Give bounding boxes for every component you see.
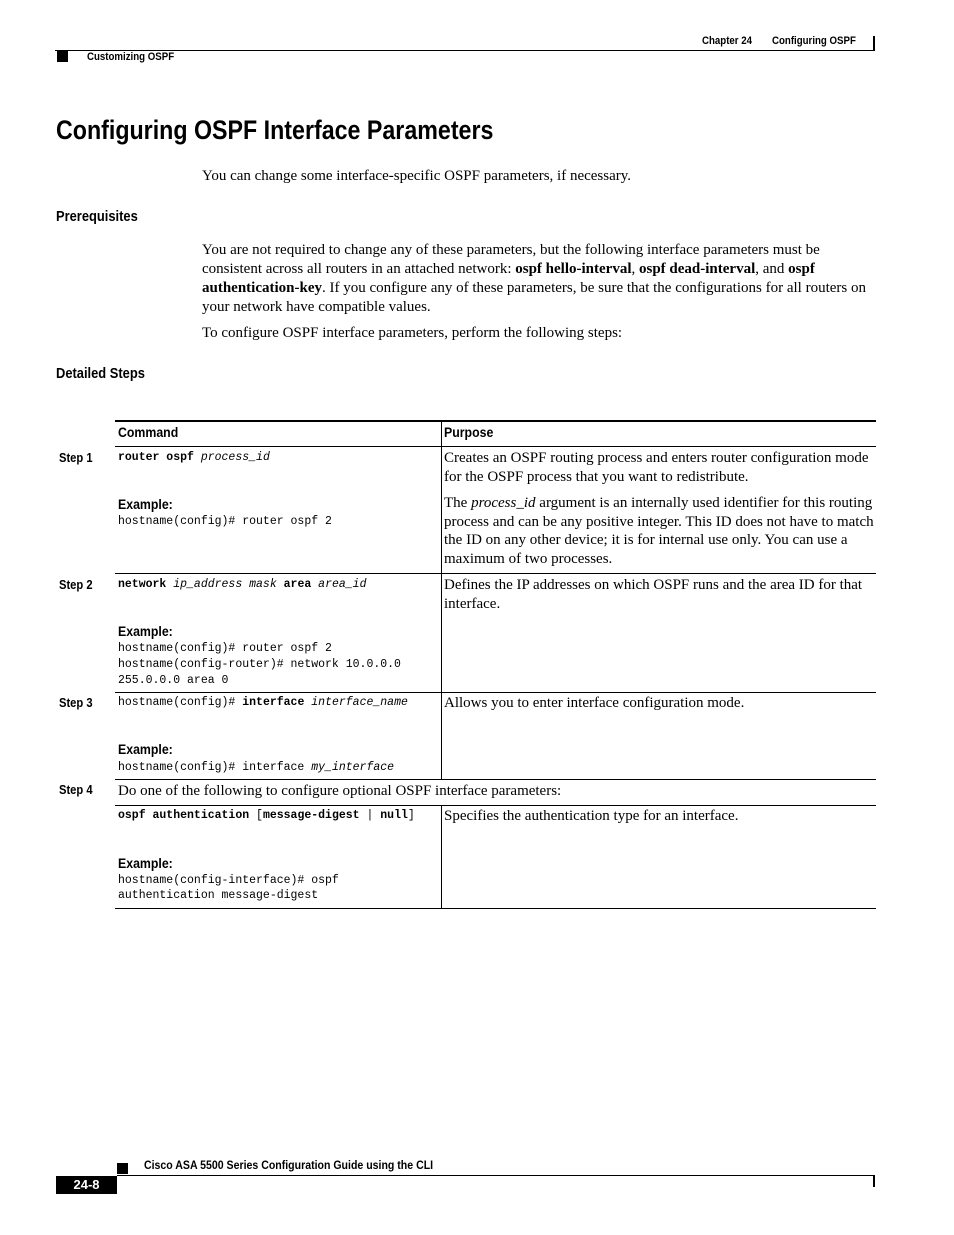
- table-header-rule: [115, 446, 876, 447]
- step-example: hostname(config)# router ospf 2: [118, 642, 332, 655]
- table-row-rule: [115, 805, 876, 806]
- step-example: 255.0.0.0 area 0: [118, 674, 229, 687]
- step-label: Step 2: [59, 577, 93, 592]
- step-command: network ip_address mask area area_id: [118, 578, 367, 591]
- page-title: Configuring OSPF Interface Parameters: [56, 115, 494, 145]
- header-bar: [873, 36, 875, 50]
- step-command: router ospf process_id: [118, 451, 270, 464]
- step-example: hostname(config-interface)# ospf: [118, 874, 339, 887]
- page-number: 24-8: [56, 1176, 117, 1194]
- example-label: Example:: [118, 855, 173, 871]
- step-command: ospf authentication [message-digest | null]: [118, 809, 415, 822]
- column-header-purpose: Purpose: [444, 424, 494, 440]
- step-purpose: Allows you to enter interface configuration mode.: [444, 695, 745, 711]
- header-section: Customizing OSPF: [87, 51, 175, 63]
- step-purpose: Defines the IP addresses on which OSPF runs and the area ID for that interface.: [444, 577, 863, 612]
- table-row-rule: [115, 692, 876, 693]
- step-purpose: Creates an OSPF routing process and enters router configuration mode for the OSPF process that you want to redistribute.: [444, 450, 869, 485]
- step-label: Step 3: [59, 695, 93, 710]
- step-example: authentication message-digest: [118, 889, 319, 902]
- example-label: Example:: [118, 741, 173, 757]
- table-column-rule: [441, 806, 442, 908]
- prerequisites-heading: Prerequisites: [56, 208, 138, 225]
- step-example: hostname(config-router)# network 10.0.0.0: [118, 658, 401, 671]
- step-command: hostname(config)# interface interface_name: [118, 696, 408, 709]
- column-header-command: Command: [118, 424, 179, 440]
- table-column-rule: [441, 422, 442, 779]
- table-bottom-rule: [115, 908, 876, 909]
- intro-paragraph: You can change some interface-specific OSPF parameters, if necessary.: [202, 168, 632, 184]
- step-example: hostname(config)# router ospf 2: [118, 515, 332, 528]
- detailed-steps-heading: Detailed Steps: [56, 365, 145, 382]
- footer-book-title: Cisco ASA 5500 Series Configuration Guide using the CLI: [144, 1158, 434, 1172]
- step-example: hostname(config)# interface my_interface: [118, 761, 395, 774]
- header-chapter-title: Configuring OSPF: [772, 35, 856, 47]
- example-label: Example:: [118, 623, 173, 639]
- prerequisites-paragraph: You are not required to change any of these parameters, but the following interface parameters must be consistent across all routers in an attached network: ospf hello-interval, ospf dead-interval, and ospf authentication-key. If you configure any of these parameters, be sure that the configurations for all routers on your network have compatible values.: [202, 242, 866, 315]
- footer-square: [117, 1163, 128, 1174]
- step-intro: Do one of the following to configure optional OSPF interface parameters:: [118, 783, 562, 799]
- step-purpose: Specifies the authentication type for an interface.: [444, 808, 739, 824]
- footer-rule: [117, 1175, 875, 1176]
- header-chapter: Chapter 24: [702, 35, 753, 47]
- step-label: Step 1: [59, 450, 93, 465]
- example-label: Example:: [118, 496, 173, 512]
- table-top-rule: [115, 420, 876, 422]
- header-rule: [55, 50, 875, 51]
- table-row-rule: [115, 573, 876, 574]
- table-row-rule: [115, 779, 876, 780]
- step-purpose-detail: The process_id argument is an internally used identifier for this routing process and can be any positive integer. This ID does not have to match the ID on any other device; it is for internal use only. You can use a maximum of two processes.: [444, 495, 874, 567]
- header-square: [57, 51, 68, 62]
- footer-bar: [873, 1176, 875, 1187]
- step-label: Step 4: [59, 782, 93, 797]
- steps-intro-paragraph: To configure OSPF interface parameters, perform the following steps:: [202, 325, 623, 341]
